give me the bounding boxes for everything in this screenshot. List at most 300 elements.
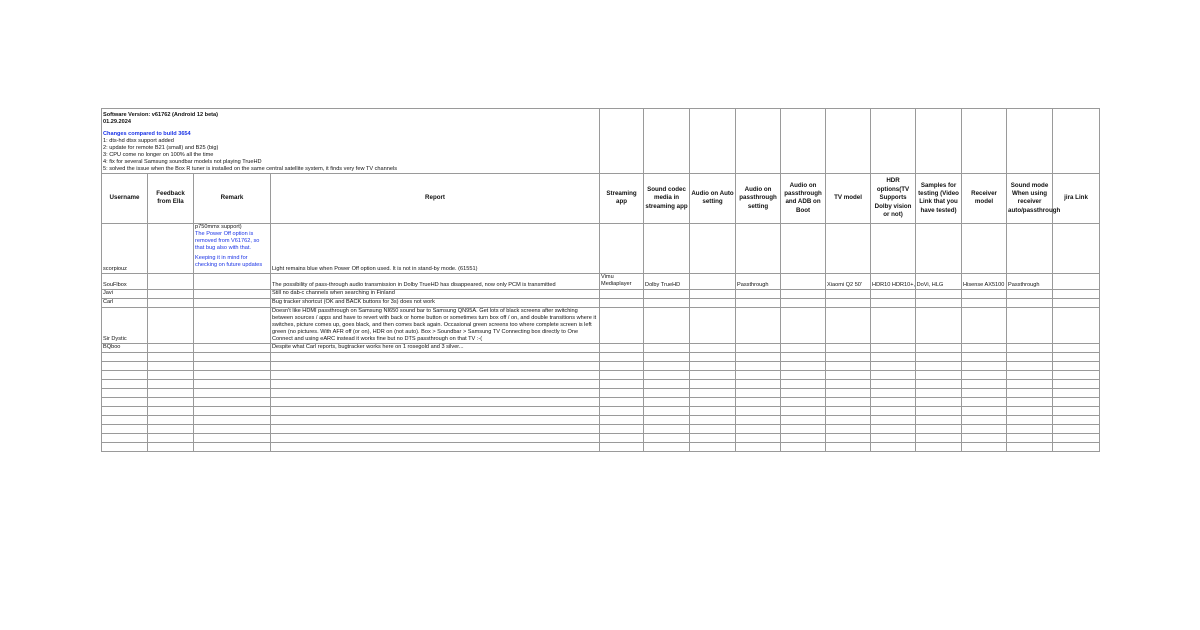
cell-feedback[interactable] xyxy=(148,223,194,273)
empty-cell[interactable] xyxy=(962,406,1007,415)
cell[interactable] xyxy=(916,298,962,307)
cell[interactable] xyxy=(1007,289,1053,298)
empty-row xyxy=(102,415,1100,424)
empty-cell[interactable] xyxy=(736,370,781,379)
empty-cell[interactable] xyxy=(1053,442,1100,451)
empty-cell[interactable] xyxy=(871,352,916,361)
empty-cell[interactable] xyxy=(826,406,871,415)
empty-cell[interactable] xyxy=(871,388,916,397)
cell[interactable] xyxy=(644,223,690,273)
cell-username[interactable]: scorpiouz xyxy=(102,223,148,273)
change-item: 4: fix for several Samsung soundbar models not playing TrueHD xyxy=(103,158,262,165)
table-row xyxy=(102,343,1100,352)
empty-cell[interactable] xyxy=(916,370,962,379)
empty-cell[interactable] xyxy=(148,352,194,361)
empty-cell[interactable] xyxy=(690,352,736,361)
info-cell[interactable] xyxy=(102,109,600,174)
empty-cell[interactable] xyxy=(736,424,781,433)
cell-report[interactable]: Still no dab-c channels when searching in Finland xyxy=(271,289,600,298)
cell[interactable] xyxy=(1007,343,1053,352)
empty-cell[interactable] xyxy=(271,424,600,433)
empty-cell[interactable] xyxy=(736,442,781,451)
empty-cell[interactable] xyxy=(916,442,962,451)
cell[interactable] xyxy=(871,223,916,273)
header-samples[interactable]: Samples for testing (Video Link that you have tested) xyxy=(916,173,962,223)
empty-cell[interactable] xyxy=(826,352,871,361)
cell-audio-auto[interactable] xyxy=(690,273,736,289)
empty-cell[interactable] xyxy=(736,433,781,442)
empty-cell[interactable] xyxy=(1053,388,1100,397)
cell[interactable] xyxy=(916,307,962,343)
empty-cell[interactable] xyxy=(102,397,148,406)
cell[interactable] xyxy=(194,298,271,307)
cell[interactable] xyxy=(781,223,826,273)
empty-cell[interactable] xyxy=(600,433,644,442)
empty-cell[interactable] xyxy=(644,388,690,397)
cell-username[interactable]: BQboo xyxy=(102,343,148,352)
empty-cell[interactable] xyxy=(271,415,600,424)
cell[interactable] xyxy=(781,307,826,343)
cell-feedback[interactable] xyxy=(148,273,194,289)
cell[interactable] xyxy=(194,307,271,343)
empty-cell[interactable] xyxy=(600,379,644,388)
empty-cell[interactable] xyxy=(194,361,271,370)
cell-report[interactable]: Light remains blue when Power Off option used. It is not in stand-by mode. (61551) xyxy=(271,223,600,273)
empty-cell[interactable] xyxy=(826,370,871,379)
empty-cell[interactable] xyxy=(736,352,781,361)
empty-cell[interactable] xyxy=(644,379,690,388)
empty-cell[interactable] xyxy=(102,424,148,433)
empty-cell[interactable] xyxy=(600,388,644,397)
cell[interactable] xyxy=(600,307,644,343)
empty-cell[interactable] xyxy=(1053,352,1100,361)
empty-cell[interactable] xyxy=(736,406,781,415)
header-sound-mode[interactable]: Sound mode When using receiver auto/passthrough xyxy=(1007,173,1053,223)
empty-cell[interactable] xyxy=(1007,442,1053,451)
empty-cell[interactable] xyxy=(1007,406,1053,415)
cell[interactable] xyxy=(690,298,736,307)
cell-report[interactable]: The possibility of pass-through audio transmission in Dolby TrueHD has disappeared, now only PCM is transmitted xyxy=(271,273,600,289)
cell[interactable] xyxy=(1053,223,1100,273)
table-row xyxy=(102,289,1100,298)
empty-cell[interactable] xyxy=(194,406,271,415)
cell[interactable] xyxy=(1053,307,1100,343)
cell[interactable] xyxy=(826,289,871,298)
empty-cell[interactable] xyxy=(826,433,871,442)
cell[interactable] xyxy=(600,343,644,352)
empty-cell[interactable] xyxy=(871,370,916,379)
empty-cell[interactable] xyxy=(102,379,148,388)
header-tv-model[interactable]: TV model xyxy=(826,173,871,223)
empty-cell[interactable] xyxy=(871,415,916,424)
cell[interactable] xyxy=(826,109,871,174)
empty-cell[interactable] xyxy=(148,361,194,370)
cell[interactable] xyxy=(1007,307,1053,343)
empty-cell[interactable] xyxy=(1053,424,1100,433)
cell[interactable] xyxy=(871,298,916,307)
empty-cell[interactable] xyxy=(1053,406,1100,415)
empty-cell[interactable] xyxy=(916,379,962,388)
empty-cell[interactable] xyxy=(102,388,148,397)
empty-cell[interactable] xyxy=(1053,361,1100,370)
cell[interactable] xyxy=(871,289,916,298)
empty-cell[interactable] xyxy=(916,415,962,424)
cell[interactable] xyxy=(916,223,962,273)
empty-cell[interactable] xyxy=(644,397,690,406)
empty-cell[interactable] xyxy=(781,415,826,424)
cell[interactable] xyxy=(962,223,1007,273)
cell[interactable] xyxy=(644,298,690,307)
empty-cell[interactable] xyxy=(736,415,781,424)
cell-audio-passthrough[interactable]: Passthrough xyxy=(736,273,781,289)
cell-jira[interactable] xyxy=(1053,273,1100,289)
empty-cell[interactable] xyxy=(962,370,1007,379)
empty-cell[interactable] xyxy=(148,397,194,406)
empty-cell[interactable] xyxy=(962,442,1007,451)
empty-cell[interactable] xyxy=(1053,397,1100,406)
empty-cell[interactable] xyxy=(194,415,271,424)
empty-cell[interactable] xyxy=(194,388,271,397)
empty-cell[interactable] xyxy=(644,361,690,370)
cell[interactable] xyxy=(194,289,271,298)
cell[interactable] xyxy=(148,289,194,298)
empty-cell[interactable] xyxy=(736,388,781,397)
empty-cell[interactable] xyxy=(826,442,871,451)
cell[interactable] xyxy=(148,307,194,343)
remark-note: The Power Off option is removed from V61762, so that bug also with that. xyxy=(195,230,260,251)
cell[interactable] xyxy=(644,109,690,174)
cell[interactable] xyxy=(690,289,736,298)
empty-cell[interactable] xyxy=(871,406,916,415)
table-row xyxy=(102,273,1100,289)
cell[interactable] xyxy=(916,109,962,174)
empty-cell[interactable] xyxy=(271,361,600,370)
cell[interactable] xyxy=(871,307,916,343)
empty-cell[interactable] xyxy=(194,442,271,451)
cell-report[interactable]: Doesn't like HDMI passthrough on Samsung NI650 sound bar to Samsung QN95A. Get lots of black screens after switching between sources / apps and have to revert with back or home button or sometimes turn box off / on, and double transitions where it switches, picture comes up, goes black, and then comes back again. Occasional green screens too where complete screen is left green (no pictures. With AFR off (or on), HDR on (not auto). Box > Soundbar > Samsung TV Connecting box directly to One Connect and using eARC instead it works fine but no DTS passthrough on that TV :-( xyxy=(271,307,600,343)
empty-cell[interactable] xyxy=(826,361,871,370)
empty-cell[interactable] xyxy=(962,352,1007,361)
cell-hdr[interactable]: HDR10 HDR10+, DoVi, HLG xyxy=(871,273,916,289)
cell[interactable] xyxy=(962,109,1007,174)
empty-cell[interactable] xyxy=(271,379,600,388)
remark-note: Keeping it in mind for checking on future updates xyxy=(195,254,263,268)
change-item: 3: CPU come no longer on 100% all the time xyxy=(103,151,214,158)
cell[interactable] xyxy=(644,307,690,343)
cell-username[interactable]: Javi xyxy=(102,289,148,298)
cell[interactable] xyxy=(962,343,1007,352)
empty-row xyxy=(102,442,1100,451)
empty-cell[interactable] xyxy=(102,406,148,415)
cell[interactable] xyxy=(690,109,736,174)
cell[interactable] xyxy=(962,289,1007,298)
empty-row xyxy=(102,370,1100,379)
empty-cell[interactable] xyxy=(102,352,148,361)
empty-cell[interactable] xyxy=(644,433,690,442)
empty-cell[interactable] xyxy=(644,352,690,361)
empty-cell[interactable] xyxy=(148,379,194,388)
empty-cell[interactable] xyxy=(781,370,826,379)
empty-cell[interactable] xyxy=(194,370,271,379)
cell-tv-model[interactable]: Xiaomi Q2 50' xyxy=(826,273,871,289)
header-row xyxy=(102,173,1100,223)
cell[interactable] xyxy=(781,109,826,174)
cell[interactable] xyxy=(1053,343,1100,352)
cell[interactable] xyxy=(826,307,871,343)
empty-cell[interactable] xyxy=(600,424,644,433)
empty-cell[interactable] xyxy=(871,433,916,442)
empty-cell[interactable] xyxy=(1053,433,1100,442)
empty-cell[interactable] xyxy=(962,388,1007,397)
cell-remark[interactable] xyxy=(194,273,271,289)
empty-cell[interactable] xyxy=(690,388,736,397)
empty-cell[interactable] xyxy=(1053,415,1100,424)
cell-report[interactable]: Bug tracker shortcut (OK and BACK buttons for 3s) does not work xyxy=(271,298,600,307)
header-report[interactable]: Report xyxy=(271,173,600,223)
cell[interactable] xyxy=(690,307,736,343)
empty-cell[interactable] xyxy=(1007,379,1053,388)
empty-cell[interactable] xyxy=(644,424,690,433)
empty-cell[interactable] xyxy=(1007,397,1053,406)
empty-cell[interactable] xyxy=(271,388,600,397)
empty-cell[interactable] xyxy=(1007,388,1053,397)
empty-cell[interactable] xyxy=(736,397,781,406)
empty-cell[interactable] xyxy=(600,397,644,406)
table-row xyxy=(102,223,1100,273)
header-username[interactable]: Username xyxy=(102,173,148,223)
empty-cell[interactable] xyxy=(781,388,826,397)
cell[interactable] xyxy=(194,343,271,352)
empty-cell[interactable] xyxy=(781,433,826,442)
empty-cell[interactable] xyxy=(781,352,826,361)
empty-cell[interactable] xyxy=(148,415,194,424)
empty-cell[interactable] xyxy=(781,424,826,433)
empty-cell[interactable] xyxy=(962,424,1007,433)
empty-cell[interactable] xyxy=(1053,379,1100,388)
empty-cell[interactable] xyxy=(871,361,916,370)
empty-cell[interactable] xyxy=(871,379,916,388)
empty-cell[interactable] xyxy=(690,361,736,370)
empty-cell[interactable] xyxy=(916,433,962,442)
header-audio-adb[interactable]: Audio on passthrough and ADB on Boot xyxy=(781,173,826,223)
cell[interactable] xyxy=(916,343,962,352)
empty-cell[interactable] xyxy=(1007,370,1053,379)
header-receiver[interactable]: Receiver model xyxy=(962,173,1007,223)
empty-cell[interactable] xyxy=(781,442,826,451)
table-row xyxy=(102,307,1100,343)
empty-cell[interactable] xyxy=(600,370,644,379)
empty-cell[interactable] xyxy=(962,415,1007,424)
cell[interactable] xyxy=(1053,289,1100,298)
empty-cell[interactable] xyxy=(916,424,962,433)
empty-cell[interactable] xyxy=(736,379,781,388)
empty-cell[interactable] xyxy=(600,415,644,424)
cell-username[interactable]: Carl xyxy=(102,298,148,307)
cell[interactable] xyxy=(736,343,781,352)
empty-cell[interactable] xyxy=(781,379,826,388)
empty-cell[interactable] xyxy=(194,433,271,442)
cell[interactable] xyxy=(148,298,194,307)
empty-cell[interactable] xyxy=(1007,415,1053,424)
cell[interactable] xyxy=(1053,298,1100,307)
cell-streaming-app[interactable]: Vimu Mediaplayer xyxy=(600,273,644,289)
empty-cell[interactable] xyxy=(148,388,194,397)
empty-cell[interactable] xyxy=(826,397,871,406)
cell[interactable] xyxy=(962,307,1007,343)
cell[interactable] xyxy=(1053,109,1100,174)
cell[interactable] xyxy=(871,109,916,174)
empty-cell[interactable] xyxy=(871,442,916,451)
empty-cell[interactable] xyxy=(271,442,600,451)
empty-cell[interactable] xyxy=(148,442,194,451)
header-audio-passthrough[interactable]: Audio on passthrough setting xyxy=(736,173,781,223)
cell[interactable] xyxy=(1007,298,1053,307)
empty-cell[interactable] xyxy=(916,397,962,406)
empty-cell[interactable] xyxy=(1007,433,1053,442)
header-sound-codec[interactable]: Sound codec media in streaming app xyxy=(644,173,690,223)
empty-cell[interactable] xyxy=(826,388,871,397)
cell[interactable] xyxy=(826,298,871,307)
cell-report[interactable]: Despite what Carl reports, bugtracker works here on 1 rosegold and 3 silver... xyxy=(271,343,600,352)
empty-cell[interactable] xyxy=(690,442,736,451)
cell[interactable] xyxy=(690,223,736,273)
empty-row xyxy=(102,433,1100,442)
cell[interactable] xyxy=(148,343,194,352)
cell[interactable] xyxy=(781,289,826,298)
header-feedback[interactable]: Feedback from Ella xyxy=(148,173,194,223)
empty-row xyxy=(102,406,1100,415)
cell[interactable] xyxy=(781,298,826,307)
empty-cell[interactable] xyxy=(690,433,736,442)
cell[interactable] xyxy=(871,343,916,352)
empty-cell[interactable] xyxy=(148,406,194,415)
header-remark[interactable]: Remark xyxy=(194,173,271,223)
empty-cell[interactable] xyxy=(1007,352,1053,361)
empty-cell[interactable] xyxy=(600,442,644,451)
cell-receiver[interactable]: Hisense AX5100 xyxy=(962,273,1007,289)
empty-cell[interactable] xyxy=(148,424,194,433)
empty-cell[interactable] xyxy=(600,352,644,361)
empty-cell[interactable] xyxy=(644,415,690,424)
empty-cell[interactable] xyxy=(962,361,1007,370)
cell-sound-mode[interactable]: Passthrough xyxy=(1007,273,1053,289)
empty-cell[interactable] xyxy=(690,397,736,406)
empty-cell[interactable] xyxy=(916,406,962,415)
empty-cell[interactable] xyxy=(600,361,644,370)
empty-cell[interactable] xyxy=(102,415,148,424)
cell[interactable] xyxy=(600,223,644,273)
empty-cell[interactable] xyxy=(916,388,962,397)
change-item: 5: solved the issue when the Box R tuner is installed on the same central satellite system, it finds very few TV channels xyxy=(103,165,398,172)
empty-cell[interactable] xyxy=(781,361,826,370)
empty-cell[interactable] xyxy=(736,361,781,370)
empty-cell[interactable] xyxy=(102,370,148,379)
empty-cell[interactable] xyxy=(194,397,271,406)
cell-username[interactable]: SouFlbox xyxy=(102,273,148,289)
empty-cell[interactable] xyxy=(644,370,690,379)
cell[interactable] xyxy=(916,289,962,298)
empty-cell[interactable] xyxy=(826,379,871,388)
empty-cell[interactable] xyxy=(194,352,271,361)
cell[interactable] xyxy=(736,223,781,273)
empty-cell[interactable] xyxy=(826,424,871,433)
empty-cell[interactable] xyxy=(916,361,962,370)
empty-cell[interactable] xyxy=(826,415,871,424)
header-streaming-app[interactable]: Streaming app xyxy=(600,173,644,223)
header-jira[interactable]: jira Link xyxy=(1053,173,1100,223)
empty-cell[interactable] xyxy=(1007,361,1053,370)
cell[interactable] xyxy=(736,289,781,298)
empty-cell[interactable] xyxy=(962,397,1007,406)
header-audio-auto[interactable]: Audio on Auto setting xyxy=(690,173,736,223)
empty-cell[interactable] xyxy=(102,433,148,442)
empty-cell[interactable] xyxy=(781,406,826,415)
header-hdr[interactable]: HDR options(TV Supports Dolby vision or not) xyxy=(871,173,916,223)
empty-cell[interactable] xyxy=(781,397,826,406)
empty-cell[interactable] xyxy=(148,433,194,442)
empty-cell[interactable] xyxy=(690,379,736,388)
empty-cell[interactable] xyxy=(690,406,736,415)
cell[interactable] xyxy=(826,223,871,273)
cell[interactable] xyxy=(736,298,781,307)
cell[interactable] xyxy=(1007,109,1053,174)
cell[interactable] xyxy=(600,109,644,174)
empty-cell[interactable] xyxy=(600,406,644,415)
cell-sound-codec[interactable]: Dolby TrueHD xyxy=(644,273,690,289)
empty-cell[interactable] xyxy=(871,397,916,406)
cell-username[interactable]: Sir Dystic xyxy=(102,307,148,343)
empty-cell[interactable] xyxy=(271,397,600,406)
empty-cell[interactable] xyxy=(644,442,690,451)
empty-cell[interactable] xyxy=(1007,424,1053,433)
empty-cell[interactable] xyxy=(271,352,600,361)
cell-remark[interactable] xyxy=(194,223,271,273)
empty-cell[interactable] xyxy=(871,424,916,433)
cell[interactable] xyxy=(826,343,871,352)
cell[interactable] xyxy=(600,289,644,298)
empty-cell[interactable] xyxy=(194,424,271,433)
empty-cell[interactable] xyxy=(102,361,148,370)
cell[interactable] xyxy=(1007,223,1053,273)
empty-cell[interactable] xyxy=(148,370,194,379)
cell[interactable] xyxy=(736,109,781,174)
cell[interactable] xyxy=(781,343,826,352)
feedback-table xyxy=(101,108,1100,452)
empty-cell[interactable] xyxy=(916,352,962,361)
cell-audio-adb[interactable] xyxy=(781,273,826,289)
empty-cell[interactable] xyxy=(1053,370,1100,379)
empty-cell[interactable] xyxy=(271,406,600,415)
empty-cell[interactable] xyxy=(962,379,1007,388)
empty-cell[interactable] xyxy=(690,415,736,424)
cell[interactable] xyxy=(600,298,644,307)
changes-title: Changes compared to build 3654 xyxy=(103,130,191,137)
empty-cell[interactable] xyxy=(690,424,736,433)
empty-cell[interactable] xyxy=(271,370,600,379)
empty-cell[interactable] xyxy=(962,433,1007,442)
cell[interactable] xyxy=(644,343,690,352)
empty-cell[interactable] xyxy=(271,433,600,442)
cell[interactable] xyxy=(736,307,781,343)
empty-cell[interactable] xyxy=(102,442,148,451)
cell[interactable] xyxy=(962,298,1007,307)
empty-cell[interactable] xyxy=(644,406,690,415)
cell[interactable] xyxy=(644,289,690,298)
empty-cell[interactable] xyxy=(690,370,736,379)
empty-row xyxy=(102,388,1100,397)
cell[interactable] xyxy=(690,343,736,352)
empty-cell[interactable] xyxy=(194,379,271,388)
